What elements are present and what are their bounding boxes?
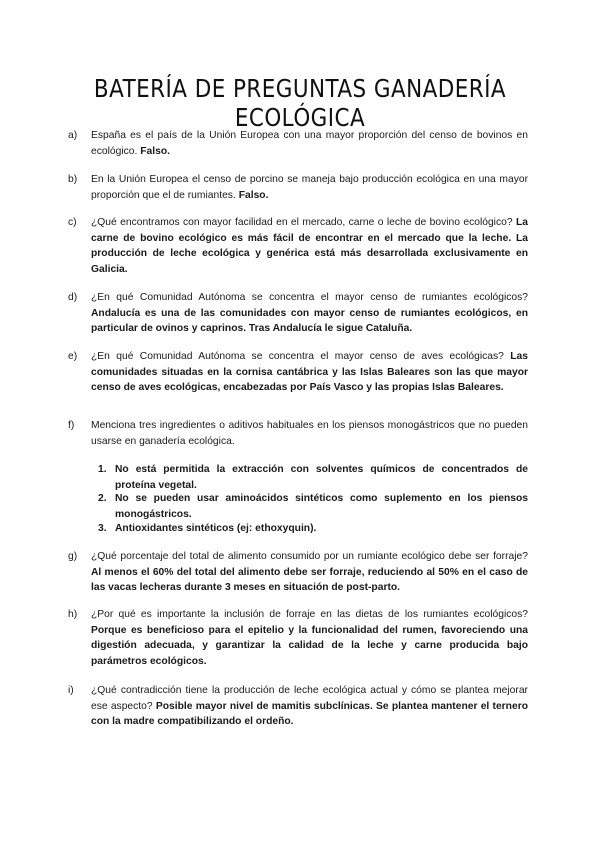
answer-text: Posible mayor nivel de mamitis subclínicas. Se plantea mantener el ternero con la madre compatibilizando el ordeño. bbox=[91, 700, 528, 728]
question-text: En la Unión Europea el censo de porcino se maneja bajo producción ecológica en una mayor proporción que el de rumiantes. bbox=[91, 174, 528, 201]
answer-text: La carne de bovino ecológico es más fácil de encontrar en el mercado que la leche. La producción de leche ecológica y genérica está más desarrollada exclusivamente en Galicia. bbox=[91, 217, 528, 275]
question-a bbox=[68, 128, 528, 159]
question-d bbox=[68, 290, 528, 337]
list-item-text: No se pueden usar aminoácidos sintéticos como suplemento en los piensos monogástricos. bbox=[115, 493, 528, 520]
answer-text: Falso. bbox=[238, 189, 269, 201]
question-label: b) bbox=[68, 174, 78, 185]
answer-text: Las comunidades situadas en la cornisa cantábrica y las Islas Baleares son las que mayor censo de aves ecológicas, encabezadas por País Vasco y las propias Islas Baleares. bbox=[91, 351, 528, 394]
question-g bbox=[68, 549, 528, 596]
question-text: ¿Qué encontramos con mayor facilidad en el mercado, carne o leche de bovino ecológico? bbox=[91, 217, 513, 228]
question-h bbox=[68, 607, 528, 669]
answer-text: Falso. bbox=[140, 145, 171, 157]
answer-text: Al menos el 60% del total del alimento debe ser forraje, reduciendo al 50% en el caso de las vacas lecheras durante 3 meses en situación de post-parto. bbox=[91, 566, 528, 594]
question-text: ¿Qué contradicción tiene la producción de leche ecológica actual y cómo se plantea mejorar ese aspecto? bbox=[91, 685, 528, 712]
list-item-number: 2. bbox=[98, 493, 107, 504]
question-c bbox=[68, 215, 528, 277]
list-item-number: 3. bbox=[98, 523, 107, 534]
question-text: ¿En qué Comunidad Autónoma se concentra el mayor censo de aves ecológicas? bbox=[91, 351, 504, 362]
list-item-text: No está permitida la extracción con solventes químicos de concentrados de proteína vegetal. bbox=[115, 464, 528, 491]
question-text: Menciona tres ingredientes o aditivos habituales en los piensos monogástricos que no pueden usarse en ganadería ecológica. bbox=[91, 420, 528, 447]
question-label: f) bbox=[68, 420, 75, 431]
question-e bbox=[68, 349, 528, 396]
question-label: d) bbox=[68, 292, 78, 303]
list-item-number: 1. bbox=[98, 464, 107, 475]
list-item bbox=[98, 521, 528, 537]
question-b bbox=[68, 172, 528, 203]
question-i bbox=[68, 683, 528, 730]
answer-text: Andalucía es una de las comunidades con mayor censo de rumiantes ecológicos, en particular de ovinos y caprinos. Tras Andalucía le sigue Cataluña. bbox=[91, 307, 528, 335]
list-item bbox=[98, 491, 528, 522]
question-label: c) bbox=[68, 217, 77, 228]
question-text: España es el país de la Unión Europea con una mayor proporción del censo de bovinos en ecológico. bbox=[91, 130, 528, 157]
list-item-text: Antioxidantes sintéticos (ej: ethoxyquin). bbox=[115, 523, 317, 534]
question-label: g) bbox=[68, 551, 78, 562]
answer-text: Porque es beneficioso para el epitelio y la funcionalidad del rumen, favoreciendo una digestión adecuada, y garantizar la calidad de la leche y carne producida bajo parámetros ecológicos. bbox=[91, 624, 528, 667]
question-label: a) bbox=[68, 130, 78, 141]
question-label: i) bbox=[68, 685, 74, 696]
question-f bbox=[68, 418, 528, 449]
list-item bbox=[98, 462, 528, 493]
question-text: ¿Por qué es importante la inclusión de forraje en las dietas de los rumiantes ecológicos? bbox=[91, 609, 528, 620]
question-label: h) bbox=[68, 609, 78, 620]
question-label: e) bbox=[68, 351, 78, 362]
question-text: ¿En qué Comunidad Autónoma se concentra el mayor censo de rumiantes ecológicos? bbox=[91, 292, 528, 303]
page-title: BATERÍA DE PREGUNTAS GANADERÍA ECOLÓGICA bbox=[93, 74, 507, 132]
question-text: ¿Qué porcentaje del total de alimento consumido por un rumiante ecológico debe ser forraje? bbox=[91, 551, 528, 562]
